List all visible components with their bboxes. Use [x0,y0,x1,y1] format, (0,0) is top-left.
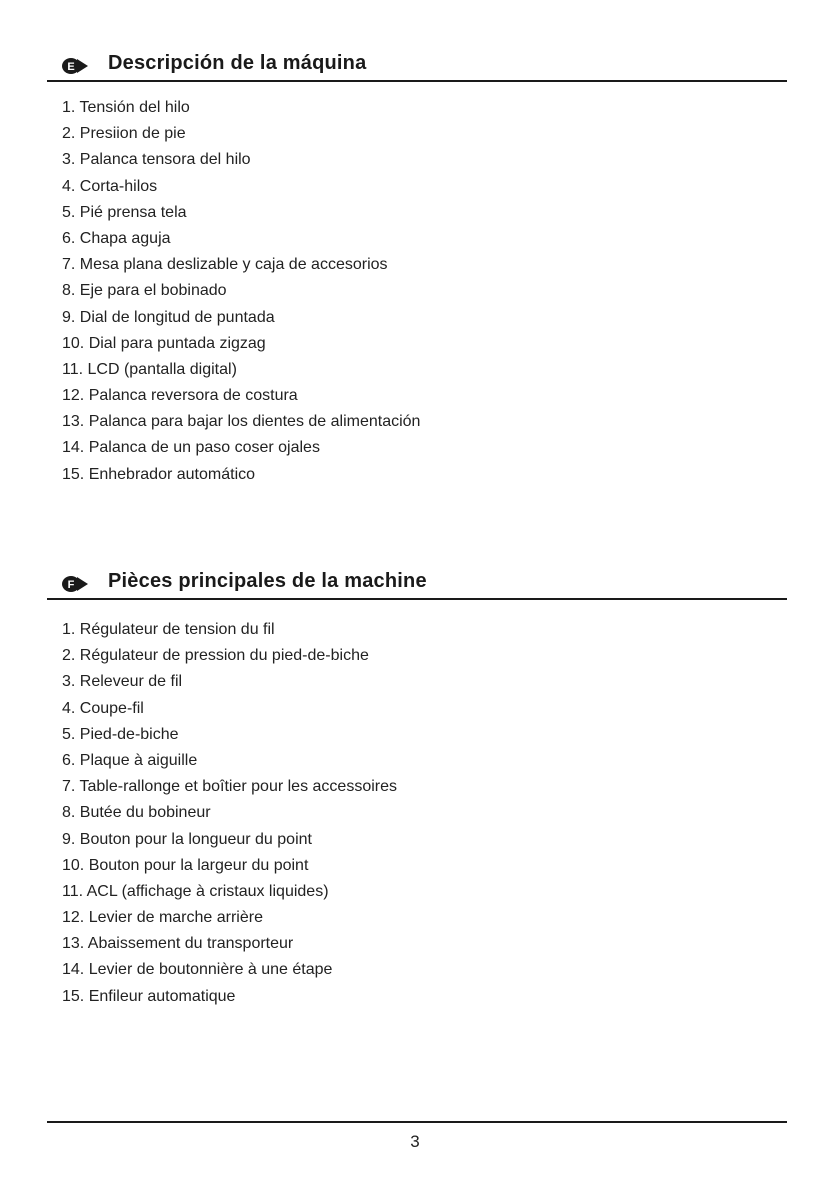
list-item: 9. Bouton pour la longueur du point [62,830,312,848]
parts-list [62,95,420,488]
list-item: 8. Butée du bobineur [62,804,211,822]
list-item: 15. Enhebrador automático [62,465,256,483]
list-item: 5. Pied-de-biche [62,725,179,743]
french-section [47,568,787,1005]
list-item: 2. Presiion de pie [62,125,186,143]
list-item: 10. Dial para puntada zigzag [62,334,266,352]
list-item: 11. ACL (affichage à cristaux liquides) [62,882,329,900]
list-item: 14. Palanca de un paso coser ojales [62,439,320,457]
badge-letter: E [67,61,75,73]
list-item: 11. LCD (pantalla digital) [62,360,237,378]
parts-list [62,617,397,1010]
list-item: 12. Palanca reversora de costura [62,387,298,405]
badge-letter: F [67,579,75,591]
list-item: 3. Palanca tensora del hilo [62,151,251,169]
list-item: 3. Releveur de fil [62,673,183,691]
list-item: 1. Tensión del hilo [62,99,190,116]
list-item: 4. Coupe-fil [62,699,144,717]
list-item: 14. Levier de boutonnière à une étape [62,961,333,979]
list-item: 13. Abaissement du transporteur [62,935,294,953]
list-item: 4. Corta-hilos [62,177,158,195]
list-item: 6. Chapa aguja [62,229,171,247]
section-title: Pièces principales de la machine [108,570,427,592]
list-item: 9. Dial de longitud de puntada [62,308,275,326]
list-item: 1. Régulateur de tension du fil [62,621,275,638]
list-item: 7. Mesa plana deslizable y caja de accesorios [62,256,388,274]
list-item: 13. Palanca para bajar los dientes de alimentación [62,413,421,431]
list-item: 10. Bouton pour la largeur du point [62,856,309,874]
list-item: 5. Pié prensa tela [62,203,187,221]
list-item: 6. Plaque à aiguille [62,751,198,769]
language-badge-e-icon [62,57,88,75]
language-badge-f-icon [62,575,88,593]
section-header [47,50,787,82]
footer-divider [47,1121,787,1123]
spanish-section [47,50,787,483]
section-header [47,568,787,600]
section-title: Descripción de la máquina [108,52,367,74]
list-item: 15. Enfileur automatique [62,987,236,1005]
list-item: 2. Régulateur de pression du pied-de-biche [62,647,369,665]
list-item: 7. Table-rallonge et boîtier pour les accessoires [62,778,397,796]
list-item: 12. Levier de marche arrière [62,909,263,927]
page-number: 3 [410,1132,420,1151]
list-item: 8. Eje para el bobinado [62,282,227,300]
